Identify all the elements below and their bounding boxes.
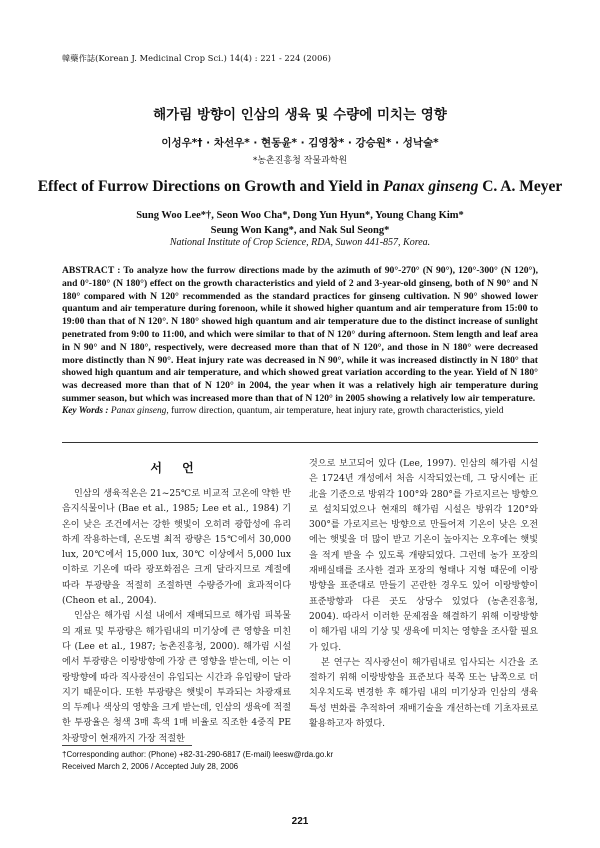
korean-affiliation: *농촌진흥청 작물과학원 xyxy=(252,156,348,166)
english-title-suffix: C. A. Meyer xyxy=(478,178,563,195)
left-column xyxy=(62,487,291,747)
abstract-text: To analyze how the furrow directions made by the azimuth of 90°-270° (N 90°), 120°-300° (N 120°), and 0°-180° (N 180°) effect on the growth characteristics and yield of 2 and 3-year-old ginseng, both of N 90° and N 180° compared with N 120° recommended as the standard practices for ginseng cultivation. N 90° showed lower quantum and air temperature during forenoon, while it showed higher quantum and air temperature from 15:00 to 19:00 than that of N 120°. N 180° showed high quantum and air temperature due to the distinct increase of sunlight penetrated from 9:00 to 11:00, and which were similar to that of N 120° during afternoon. Stem length and leaf area in N 90° and N 180°, respectively, were decreased more than that of N 120°, and those in N 180° were decreased more distinctly than N 90°. Heat injury rate was decreased in N 90°, while it was increased distinctly in N 180° that showed high quantum and air temperature, and which showed great variation according to the year. Yield of N 180° was decreased more than that of N 120° in 2004, the year when it was a relatively high air temperature during summer season, but which was increased more than that of N 120° in 2005 showing a relatively low air temperature. xyxy=(62,265,538,404)
page-number: 221 xyxy=(291,816,309,827)
english-title xyxy=(0,178,600,196)
footnote xyxy=(62,749,462,772)
keywords-label: Key Words : xyxy=(62,406,109,416)
english-authors-line1: Sung Woo Lee*†, Seon Woo Cha*, Dong Yun Hyun*, Young Chang Kim* xyxy=(136,210,464,221)
section-title-introduction: 서 언 xyxy=(150,461,202,475)
keywords-species: Panax ginseng xyxy=(110,406,167,416)
left-paragraph: 인삼의 생육적온은 21~25℃로 비교적 고온에 약한 반음지식물이나 (Bae et al., 1985; Lee et al., 1984) 기온이 낮은 조건에서는 강한 햇빛이 오히려 광합성에 유리하게 작용하는데, 온도별 최적 광량은 15℃에서 30,000 lux, 20℃에서 15,000 lux, 30℃ 이상에서 5,000 lux 이하로 기온에 따라 광포화점은 크게 달라지므로 계절에 따라 투광량을 적절히 조절하면 수량증가에 효과적이다 (Cheon et al., 2004). xyxy=(62,489,291,607)
english-authors xyxy=(0,208,600,238)
corresponding-author: †Corresponding author: (Phone) +82-31-290-6817 (E-mail) leesw@rda.go.kr xyxy=(62,750,334,759)
english-authors-line2: Seung Won Kang*, and Nak Sul Seong* xyxy=(210,225,390,236)
english-title-prefix: Effect of Furrow Directions on Growth and Yield in xyxy=(37,178,384,195)
english-title-species: Panax ginseng xyxy=(383,178,479,195)
english-affiliation: National Institute of Crop Science, RDA, Suwon 441-857, Korea. xyxy=(169,237,431,248)
left-paragraph: 인삼은 해가림 시설 내에서 재배되므로 해가림 피복물의 재료 및 투광량은 해가림내의 미기상에 큰 영향을 미친다 (Lee et al., 1987; 농촌진흥청, 2000). 해가림 시설에서 투광량은 이랑방향에 가장 큰 영향을 받는데, 이는 이랑방향에 따라 직사광선이 유입되는 시간과 유입량이 달라지기 때문이다. 또한 투광량은 햇빛이 투과되는 차광재료의 두께나 색상의 영향을 크게 받는데, 인삼의 생육에 적절한 투광율은 청색 3매 흑색 1매 비율로 직조한 4중직 PE 차광망이 현재까지 가장 적절한 xyxy=(62,611,291,744)
journal-header: 韓藥作誌(Korean J. Medicinal Crop Sci.) 14(4) : 221 - 224 (2006) xyxy=(62,53,332,63)
right-column xyxy=(309,457,538,732)
korean-title: 해가림 방향이 인삼의 생육 및 수량에 미치는 영향 xyxy=(153,107,447,123)
keywords-rest: , furrow direction, quantum, air temperature, heat injury rate, growth characteristics, yield xyxy=(166,406,504,416)
footnote-divider xyxy=(62,745,192,746)
korean-authors: 이성우*† · 차선우* · 현동윤* · 김영창* · 강승원* · 성낙술* xyxy=(161,137,439,149)
abstract xyxy=(62,265,538,406)
keywords xyxy=(62,405,538,417)
right-paragraph: 본 연구는 직사광선이 해가림내로 입사되는 시간을 조절하기 위해 이랑방향을 표준보다 북쪽 또는 남쪽으로 더 치우치도록 변경한 후 해가림 내의 미기상과 인삼의 생육특성 변화를 추적하여 재배기술을 개선하는데 기초자료로 활용하고자 하였다. xyxy=(309,657,538,730)
divider-line xyxy=(62,442,538,443)
right-paragraph: 것으로 보고되어 있다 (Lee, 1997). 인삼의 해가림 시설은 1724년 개성에서 처음 시작되었는데, 그 당시에는 正北을 기준으로 방위각 100°와 280°를 가로지르는 방향으로 설치되었으나 현재의 해가림 시설은 방위각 120°와 300°를 가로지르는 방향으로 만들어져 기온이 낮은 오전에는 햇빛을 더 많이 받고 기온이 높아지는 오후에는 햇빛을 적게 받을 수 있도록 개량되었다. 그런데 농가 포장의 재배실태를 조사한 결과 포장의 형태나 지형 때문에 이랑방향을 표준대로 만들기 곤란한 경우도 있어 이랑방향이 표준방향과 다른 곳도 상당수 있었다 (농촌진흥청, 2004). 따라서 이러한 문제점을 해결하기 위해 이랑방향이 해가림 내의 기상 및 생육에 미치는 영향을 조사할 필요가 있다. xyxy=(309,459,538,653)
received-dates: Received March 2, 2006 / Accepted July 28, 2006 xyxy=(62,761,239,771)
abstract-label: ABSTRACT : xyxy=(62,265,121,276)
